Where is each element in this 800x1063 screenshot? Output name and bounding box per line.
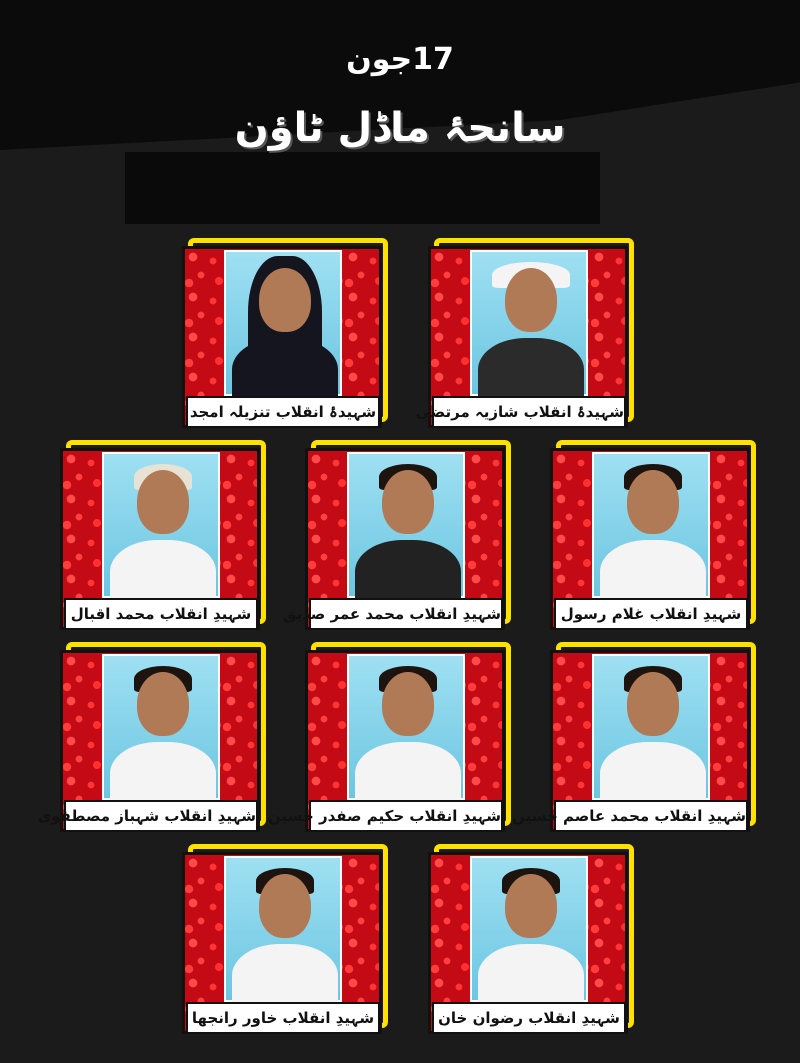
portrait-photo <box>347 654 465 800</box>
martyr-card <box>512 646 762 840</box>
martyr-name: شہیدِ انقلاب خاور رانجھا <box>186 1002 380 1034</box>
date-title: 17جون <box>346 42 454 77</box>
martyr-card <box>550 444 762 638</box>
background-band <box>125 152 600 224</box>
page-title: سانحۂ ماڈل ٹاؤن <box>234 105 566 151</box>
martyr-name: شہیدِ انقلاب غلام رسول <box>554 598 748 630</box>
portrait-photo <box>592 654 710 800</box>
martyr-card <box>182 242 394 436</box>
martyr-card <box>415 242 640 436</box>
martyr-card <box>428 848 640 1042</box>
martyr-name: شہیدِ انقلاب محمد عمر صدیق <box>309 598 503 630</box>
martyr-name: شہیدۂ انقلاب تنزیلہ امجد <box>186 396 380 428</box>
portrait-photo <box>592 452 710 598</box>
portrait-photo <box>224 856 342 1002</box>
portrait-photo <box>470 856 588 1002</box>
martyr-name: شہیدِ انقلاب حکیم صفدر حسین <box>309 800 503 832</box>
martyr-name: شہیدِ انقلاب شہباز مصطفوی <box>64 800 258 832</box>
martyr-card <box>182 848 394 1042</box>
martyr-name: شہیدِ انقلاب محمد عاصم حسین <box>554 800 748 832</box>
martyr-card <box>282 444 517 638</box>
portrait-photo <box>470 250 588 396</box>
martyr-card <box>37 646 272 840</box>
portrait-photo <box>102 654 220 800</box>
martyr-card <box>60 444 272 638</box>
martyr-name: شہیدۂ انقلاب شازیہ مرتضی <box>432 396 626 428</box>
martyr-name: شہیدِ انقلاب رضوان خان <box>432 1002 626 1034</box>
portrait-photo <box>102 452 220 598</box>
martyr-name: شہیدِ انقلاب محمد اقبال <box>64 598 258 630</box>
portrait-photo <box>347 452 465 598</box>
portrait-photo <box>224 250 342 396</box>
martyr-card <box>268 646 517 840</box>
